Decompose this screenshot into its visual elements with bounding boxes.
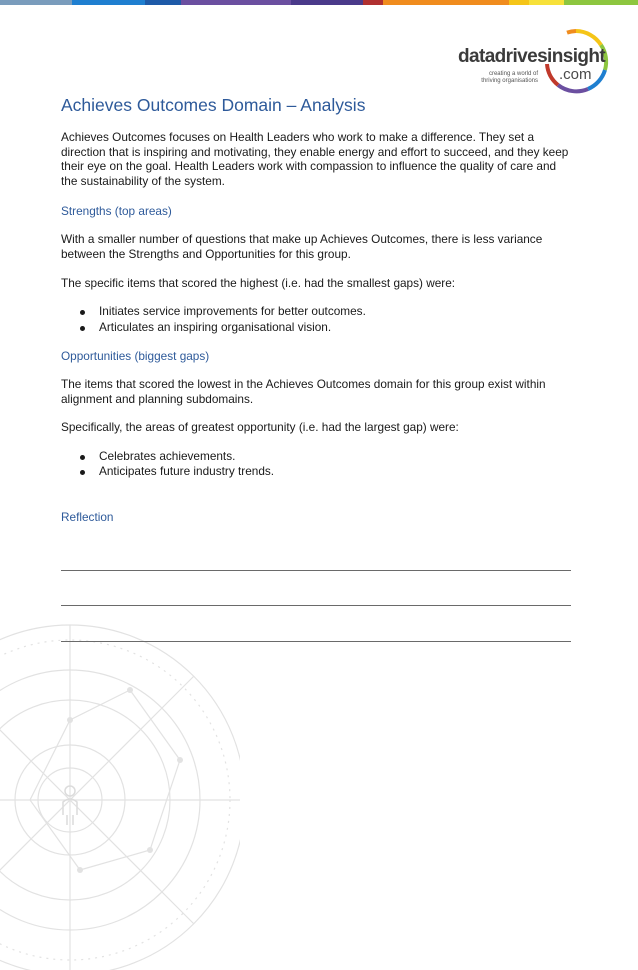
logo-wordmark: datadrivesinsight [458,46,606,67]
list-item: Celebrates achievements. [61,449,573,465]
compass-watermark-graphic [0,610,240,970]
logo-tagline: creating a world of thriving organisations [481,71,538,84]
reflection-line[interactable] [61,641,571,642]
top-color-bar [0,0,638,5]
strengths-paragraph-2: The specific items that scored the highest (i.e. had the smallest gaps) were: [61,275,456,290]
reflection-line[interactable] [61,605,571,606]
strengths-heading: Strengths (top areas) [61,204,172,219]
reflection-heading: Reflection [61,509,114,524]
intro-paragraph: Achieves Outcomes focuses on Health Leaders who work to make a difference. They set a direction that is inspiring and motivating, they enable energy and effort to succeed, and they keep their eye on the goal. Health Leaders work with compassion to influence the quality of care and the sustainability of the system. [61,130,569,188]
document-body [61,94,573,524]
opportunities-heading: Opportunities (biggest gaps) [61,349,210,364]
strengths-list [61,304,573,335]
opportunities-paragraph-2: Specifically, the areas of greatest opportunity (i.e. had the largest gap) were: [61,420,459,435]
strengths-paragraph-1: With a smaller number of questions that make up Achieves Outcomes, there is less variance between the Strengths and Opportunities for this group. [61,232,543,261]
list-item: Initiates service improvements for better outcomes. [61,304,573,320]
reflection-line[interactable] [61,570,571,571]
opportunities-list [61,449,573,480]
opportunities-paragraph-1: The items that scored the lowest in the Achieves Outcomes domain for this group exist within alignment and planning subdomains. [61,377,546,406]
logo-dotcom: .com [559,66,592,83]
page-title: Achieves Outcomes Domain – Analysis [61,95,366,115]
list-item: Anticipates future industry trends. [61,464,573,480]
list-item: Articulates an inspiring organisational vision. [61,320,573,336]
